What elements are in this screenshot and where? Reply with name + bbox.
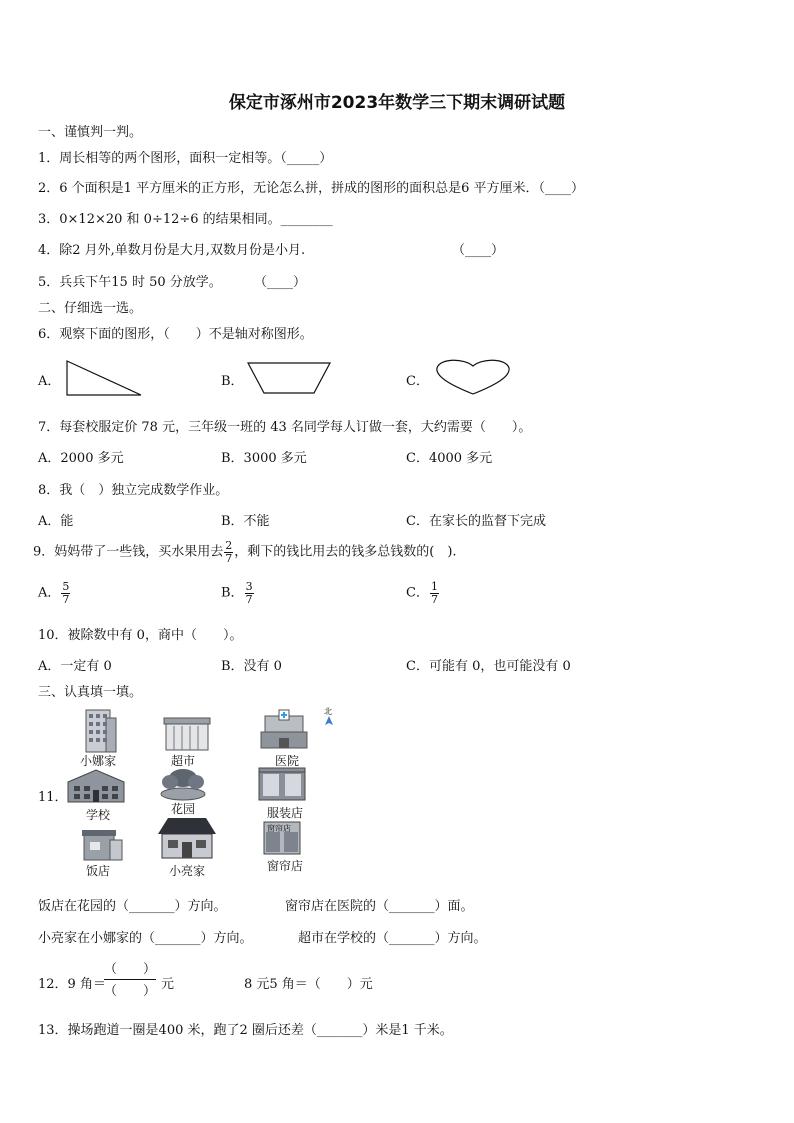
question-9-text-pre: 9．妈妈带了一些钱，买水果用去 xyxy=(33,544,224,560)
map-label-hospital: 医院 xyxy=(275,754,300,768)
q9-option-b xyxy=(221,581,255,605)
fraction-numerator-blank: （ ） xyxy=(104,958,156,980)
house-icon xyxy=(156,816,218,860)
supermarket-icon xyxy=(162,716,212,752)
question-3: 3．0×12×20 和 0÷12÷6 的结果相同。________ xyxy=(38,212,333,227)
question-11-line2-a: 小亮家在小娜家的（_______）方向。 xyxy=(38,931,253,946)
right-triangle-figure xyxy=(64,358,144,398)
question-12-part-a: 12．9 角＝ xyxy=(38,977,106,992)
option-label: B． xyxy=(221,585,244,601)
section-3-heading: 三、认真填一填。 xyxy=(38,685,143,700)
q8-option-b: B．不能 xyxy=(221,514,270,529)
question-7: 7．每套校服定价 78 元，三年级一班的 43 名同学每人订做一套，大约需要（ ）。 xyxy=(38,420,532,435)
q7-option-a: A．2000 多元 xyxy=(38,451,124,466)
fraction-denominator: 7 xyxy=(225,551,233,565)
question-8: 8．我（ ）独立完成数学作业。 xyxy=(38,483,229,498)
question-11-line1-a: 饭店在花园的（_______）方向。 xyxy=(38,899,227,914)
page-title: 保定市涿州市2023年数学三下期末调研试题 xyxy=(228,93,566,113)
question-13: 13．操场跑道一圈是400 米，跑了2 圈后还差（_______）米是1 千米。 xyxy=(38,1023,453,1038)
q6-option-b-label: B． xyxy=(221,374,244,389)
option-label: C． xyxy=(406,585,429,601)
q9-option-c xyxy=(406,581,440,605)
fraction-numerator: 1 xyxy=(430,580,438,593)
fraction-denominator: 7 xyxy=(430,592,438,606)
q8-option-c: C．在家长的监督下完成 xyxy=(406,514,546,529)
q10-option-b: B．没有 0 xyxy=(221,659,282,674)
hospital-icon xyxy=(259,708,309,750)
option-fraction xyxy=(430,581,439,605)
question-12-unit: 元 xyxy=(161,977,175,992)
question-12-part-b: 8 元5 角＝（ ）元 xyxy=(244,977,373,992)
question-5: 5．兵兵下午15 时 50 分放学。 xyxy=(38,275,222,290)
map-label-restaurant: 饭店 xyxy=(86,864,111,878)
map-label-xiaona-home: 小娜家 xyxy=(80,754,117,768)
q7-option-b: B．3000 多元 xyxy=(221,451,307,466)
question-10: 10．被除数中有 0，商中（ ）。 xyxy=(38,628,243,643)
fraction-denominator-blank: （ ） xyxy=(104,984,157,999)
q8-option-a: A．能 xyxy=(38,514,74,529)
map-label-garden: 花园 xyxy=(171,802,196,816)
q10-option-c: C．可能有 0，也可能没有 0 xyxy=(406,659,571,674)
apartment-building-icon xyxy=(78,708,120,754)
curtain-shop-sign: 窗帘店 xyxy=(267,824,291,833)
map-label-curtain-shop: 窗帘店 xyxy=(267,859,304,873)
trapezoid-figure xyxy=(246,360,332,396)
fraction-denominator: 7 xyxy=(62,592,70,606)
map-label-school: 学校 xyxy=(86,808,111,822)
q10-option-a: A．一定有 0 xyxy=(38,659,112,674)
q7-option-c: C．4000 多元 xyxy=(406,451,493,466)
question-11-number: 11． xyxy=(38,790,68,805)
option-label: A． xyxy=(38,585,61,601)
north-label: 北 xyxy=(324,707,332,716)
section-1-heading: 一、谨慎判一判。 xyxy=(38,125,143,140)
question-9 xyxy=(33,540,457,564)
map-label-clothing-store: 服装店 xyxy=(267,806,304,820)
section-2-heading: 二、仔细选一选。 xyxy=(38,301,143,316)
map-label-supermarket: 超市 xyxy=(171,754,196,768)
map-label-xiaoliang-home: 小亮家 xyxy=(169,864,206,878)
question-9-fraction xyxy=(224,540,233,564)
garden-fountain-icon xyxy=(158,766,208,802)
fraction-numerator: 3 xyxy=(245,580,253,593)
question-4: 4．除2 月外,单数月份是大月,双数月份是小月. xyxy=(38,243,306,258)
q6-option-c-label: C． xyxy=(406,374,429,389)
fraction-denominator: 7 xyxy=(245,592,253,606)
heart-figure xyxy=(434,356,512,396)
question-2: 2．6 个面积是1 平方厘米的正方形，无论怎么拼，拼成的图形的面积总是6 平方厘米．（____） xyxy=(38,181,584,196)
fraction-numerator: 5 xyxy=(62,580,70,593)
fraction-numerator: 2 xyxy=(225,539,233,552)
option-fraction xyxy=(245,581,254,605)
school-icon xyxy=(64,768,128,806)
question-6: 6．观察下面的图形，（ ）不是轴对称图形。 xyxy=(38,327,313,342)
option-fraction xyxy=(61,581,70,605)
question-12-fraction xyxy=(104,958,156,999)
question-1: 1．周长相等的两个图形，面积一定相等。（_____） xyxy=(38,151,333,166)
restaurant-icon xyxy=(80,826,126,862)
question-9-text-post: ，剩下的钱比用去的钱多总钱数的( ). xyxy=(234,544,457,560)
question-4-blank: （____） xyxy=(452,243,505,258)
q9-option-a xyxy=(38,581,71,605)
north-arrow-icon xyxy=(325,716,333,726)
clothing-store-icon xyxy=(257,766,307,802)
q6-option-a-label: A． xyxy=(38,374,61,389)
question-5-blank: （____） xyxy=(254,275,307,290)
question-11-line1-b: 窗帘店在医院的（_______）面。 xyxy=(285,899,474,914)
question-11-line2-b: 超市在学校的（_______）方向。 xyxy=(298,931,487,946)
